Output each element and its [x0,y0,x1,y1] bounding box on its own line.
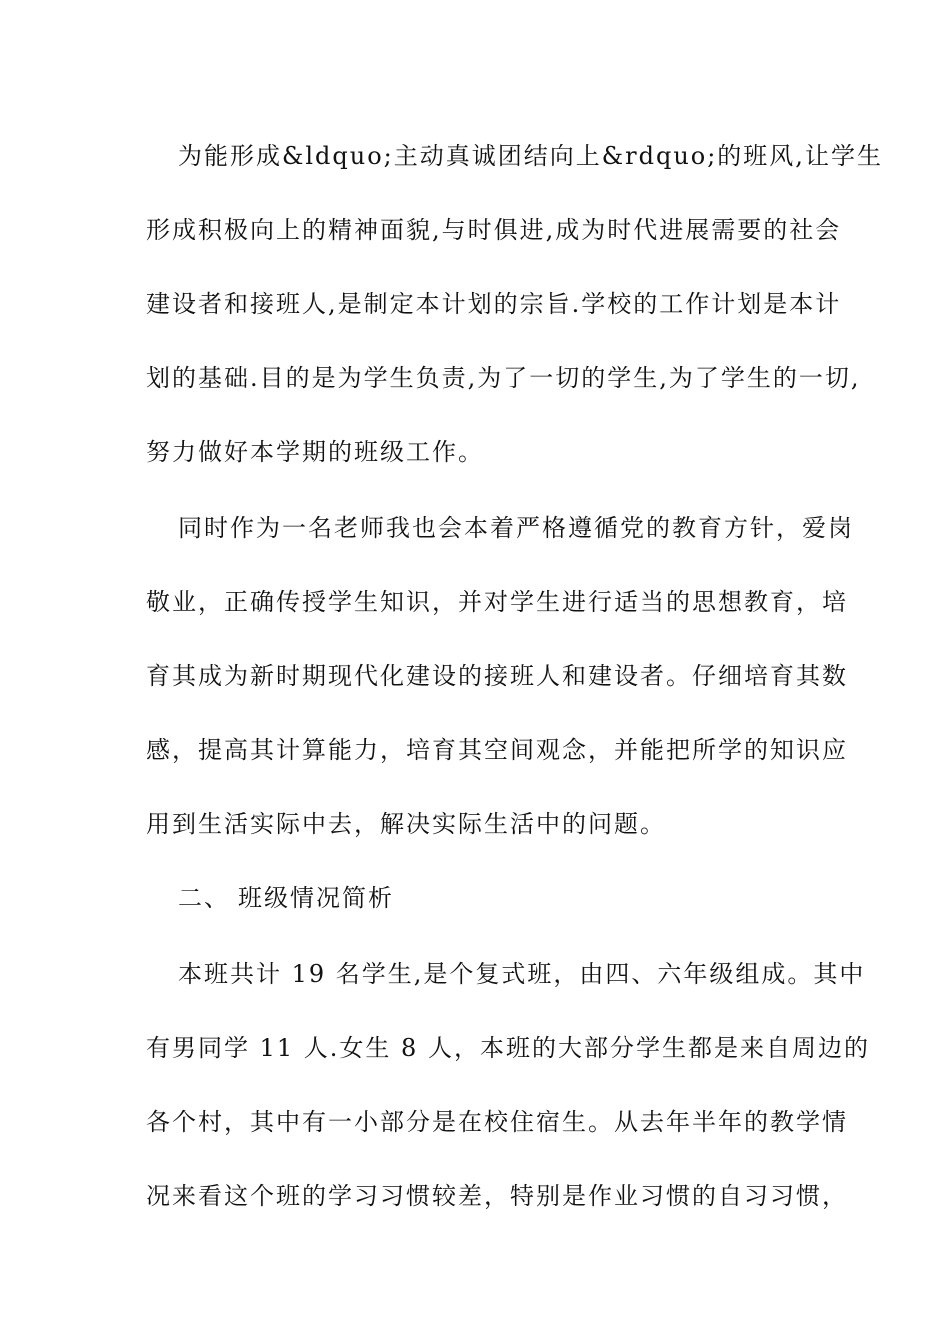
text-line: 有男同学 11 人.女生 8 人，本班的大部分学生都是来自周边的 [146,1034,870,1062]
text-line: 敬业，正确传授学生知识，并对学生进行适当的思想教育，培 [146,588,848,616]
text-line: 各个村，其中有一小部分是在校住宿生。从去年半年的教学情 [146,1108,848,1136]
text-line: 形成积极向上的精神面貌,与时俱进,成为时代进展需要的社会 [146,216,842,244]
text-line: 同时作为一名老师我也会本着严格遵循党的教育方针，爱岗 [178,514,854,542]
text-line: 为能形成&ldquo;主动真诚团结向上&rdquo;的班风,让学生 [178,142,883,170]
text-line: 用到生活实际中去，解决实际生活中的问题。 [146,810,666,838]
text-line: 努力做好本学期的班级工作。 [146,438,484,466]
text-line: 育其成为新时期现代化建设的接班人和建设者。仔细培育其数 [146,662,848,690]
section-heading-title: 班级情况简析 [238,884,394,912]
text-line: 划的基础.目的是为学生负责,为了一切的学生,为了学生的一切, [146,364,861,392]
text-line: 本班共计 19 名学生,是个复式班，由四、六年级组成。其中 [178,960,866,988]
text-line: 感，提高其计算能力，培育其空间观念，并能把所学的知识应 [146,736,848,764]
text-line: 建设者和接班人,是制定本计划的宗旨.学校的工作计划是本计 [146,290,842,318]
section-heading-number: 二、 [178,884,230,912]
text-line: 况来看这个班的学习习惯较差，特别是作业习惯的自习习惯， [146,1182,848,1210]
